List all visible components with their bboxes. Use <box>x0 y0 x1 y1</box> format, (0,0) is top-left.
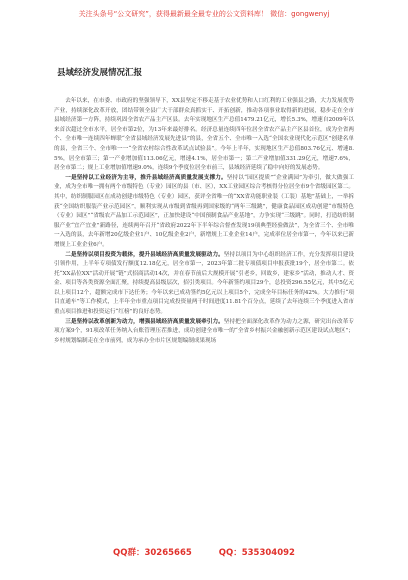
promo-banner <box>0 9 408 19</box>
section-body-text: 坚持以“园区提质”“企业满园”为牵引，做大做强工业，成为全市唯一拥有两个市级特色（专业）园区的县（市、区），XX工业园区综合考核得分位居全市9个省级园区第二。其中，纺织制服园区在成功创建市级特色（专业）园区，获评全省唯一的“XX省功能职业装（工装）基地”基础上，一举拆获“全国纺织服装产业示范园区”，顺利实现从市级到省级再到国家级的“两年三级跳”，健康食品园区成功创建“市级特色（专业）园区”“省级农产品加工示范园区”，正加快建设“中国预制食品产业基地”，力争实现“三级跳”。同时，打造纺织制服产业“宜产宜业”新路径，连续两年召开“省政府2022年下半年综合督查发现19项典型经验做法”，为全省三个、全市唯一入选的县，去年新增20亿级企业1户、10亿级企业2户，新增规上工业企业14户，完成率位居全市第一，今年以来已新增规上工业企业6户。 <box>54 174 354 248</box>
section-paragraph-investment <box>54 251 354 318</box>
section-body-text: 坚持把全面深化改革作为动力之源，研究出台改革专项方案9个，91项改革任务纳入台账管理压茬推进，成功创建全市唯一的“全省乡村振兴金融创新示范区建设试点地区”；乡村规划编制走在全市前列，成为承办全市片区规划编制成果现场 <box>54 318 354 344</box>
contact-footer <box>0 546 408 558</box>
qq-group-number: QQ群：30265665 <box>113 548 192 558</box>
promo-text: 关注头条号“公文研究”，获得最新最全最专业的公文资料库！ <box>78 10 268 18</box>
section-lead-sentence: 一是坚持以工业经济为主导，推升县域经济高质量发展支撑力。 <box>65 174 227 181</box>
section-paragraph-reform <box>54 318 354 347</box>
section-lead-sentence: 三是坚持以改革创新为动力，增强县域经济高质量发展牵引力。 <box>65 318 224 325</box>
document-body <box>54 97 354 346</box>
section-lead-sentence: 二是坚持以项目投资为载体，提升县域经济高质量发展驱动力。 <box>65 251 224 258</box>
intro-paragraph: 去年以来，在市委、市政府的坚强领导下，XX县坚定不移走基于农业优势和人口红利的工业强县之路，大力发展优势产业，持续深化改革开放，团结带领全县广大干部群众真抓实干、开拓创新，推动各项事业取得新的进展，稳步走在全市县域经济第一方阵，持续巩固全省农产品主产区县。去年实现地区生产总值1479.21亿元，增长5.3%，增速自2009年以来首次超过全市水平，居全市第2位，为13年来最好排名。经济总量连续四年位居全省农产品主产区县首位，成为全省两个、全市唯一连续四年蝉联“全省县域经济发展先进县”的县，全省五个、全市唯一入选“全国农业现代化示范区”创建名单的县，全省三个、全市唯一一“全省农村综合性改革试点试验县”。今年上半年，实现地区生产总值803.76亿元、增速8.5%，居全市第三；第一产业增加值113.06亿元，增速4.1%，居全市第一；第二产业增加值331.29亿元，增速7.6%，居全市第二；规上工业增加值增速9.0%，连续9个季度位居全市前三，县域经济延续了稳中向好的发展态势。 <box>54 98 354 172</box>
section-body-text: 坚持以项目为中心组织经济工作，充分发挥项目建设引领作用，上半年专项债发行额度12.18亿元，居全市第一，2023年第二批专项债项目申报获批19个，居全市第二。依托“XX品位XX”活动开展“链”式招商活动14次，并在春节前后大规模开展“引老乡，回故乡，建家乡”活动，推动人才、资金、项目等各类资源全面汇聚，持续提高县级层次，招引类项目。今年新签约项目29个，总投资296.55亿元，其中5亿元以上项目12个，超额完成市下达任务；今年以来已成功签约5亿元以上项目5个，完成全年目标任务的42%。大力推行“项目直通车”等工作模式，上半年全市重点项目完成投资量两千时间进度11.81个百分点，延续了去年连续三个季度进入省市重点项目推进和投资运行“红榜”的良好态势。 <box>54 251 354 316</box>
wechat-id: 微信：gongwenyj <box>270 10 330 18</box>
page-title: 县域经济发展情况汇报 <box>57 68 143 78</box>
section-paragraph-industry <box>54 174 354 251</box>
qq-number: QQ：535304092 <box>218 548 295 558</box>
